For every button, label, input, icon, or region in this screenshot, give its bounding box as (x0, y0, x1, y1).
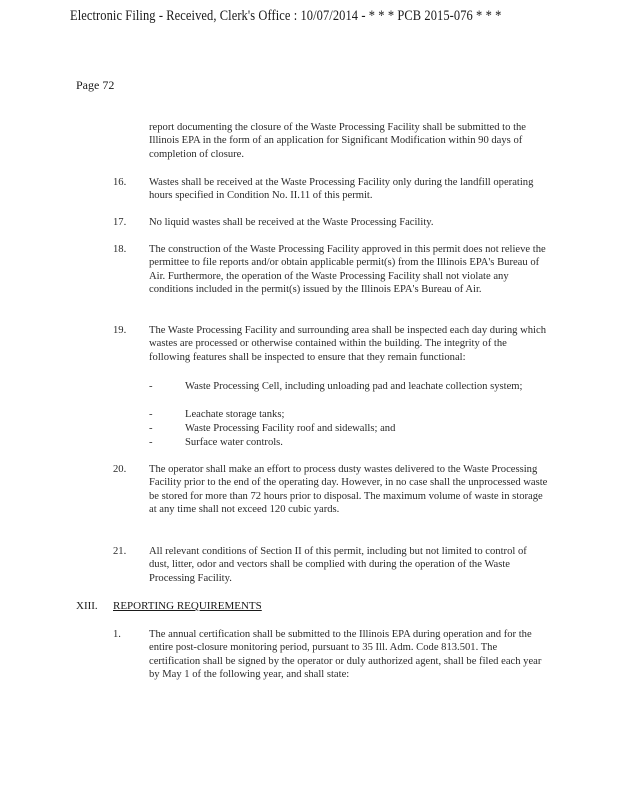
item-text: The annual certification shall be submitted to the Illinois EPA during operation and for the entire post-closure monitoring period, pursuant to 35 Ill. Adm. Code 813.501. The certification shall be signed by the operator or duly authorized agent, shall be filed each year by May 1 of the following year, and shall state: (149, 629, 542, 681)
item-number: 20. (113, 464, 127, 475)
item-number: 21. (113, 546, 127, 557)
bullet-text: Surface water controls. (185, 437, 283, 448)
bullet-mark: - (149, 381, 153, 392)
item-text: Wastes shall be received at the Waste Processing Facility only during the landfill operating hours specified in Condition No. II.11 of this permit. (149, 177, 534, 202)
item-number: 16. (113, 177, 127, 188)
item-number: 19. (113, 325, 127, 336)
item-text: The operator shall make an effort to process dusty wastes delivered to the Waste Processing Facility prior to the end of the operating day. However, in no case shall the unprocessed waste be stored for more than 72 hours prior to disposal. The maximum volume of waste in storage at any time shall not exceed 120 cubic yards. (149, 464, 548, 516)
item-text: All relevant conditions of Section II of this permit, including but not limited to control of dust, litter, odor and vectors shall be complied with during the operation of the Waste Processing Facility. (149, 546, 527, 584)
item-text: No liquid wastes shall be received at the Waste Processing Facility. (149, 217, 434, 228)
item-text: The Waste Processing Facility and surrounding area shall be inspected each day during which wastes are processed or otherwise contained within the building. The integrity of the following features shall be inspected to ensure that they remain functional: (149, 325, 546, 363)
bullet-mark: - (149, 409, 153, 420)
continuation-paragraph: report documenting the closure of the Waste Processing Facility shall be submitted to the Illinois EPA in the form of an application for Significant Modification within 90 days of completion of closure. (149, 122, 527, 160)
item-number: 1. (113, 629, 121, 640)
bullet-text: Waste Processing Cell, including unloading pad and leachate collection system; (185, 381, 523, 392)
bullet-text: Leachate storage tanks; (185, 409, 285, 420)
item-number: 17. (113, 217, 127, 228)
bullet-text: Waste Processing Facility roof and sidewalls; and (185, 423, 396, 434)
bullet-mark: - (149, 423, 153, 434)
bullet-mark: - (149, 437, 153, 448)
item-number: 18. (113, 244, 127, 255)
section-title: REPORTING REQUIREMENTS (113, 600, 262, 612)
page-number: Page 72 (76, 78, 115, 92)
section-number: XIII. (76, 600, 98, 612)
item-text: The construction of the Waste Processing Facility approved in this permit does not relieve the permittee to file reports and/or obtain applicable permit(s) from the Illinois EPA's Bureau of Air. Furthermore, the operation of the Waste Processing Facility shall not violate any conditions included in the permit(s) issued by the Illinois EPA's Bureau of Air. (149, 244, 546, 296)
filing-header: Electronic Filing - Received, Clerk's Office : 10/07/2014 - * * * PCB 2015-076 * * * (70, 8, 502, 24)
